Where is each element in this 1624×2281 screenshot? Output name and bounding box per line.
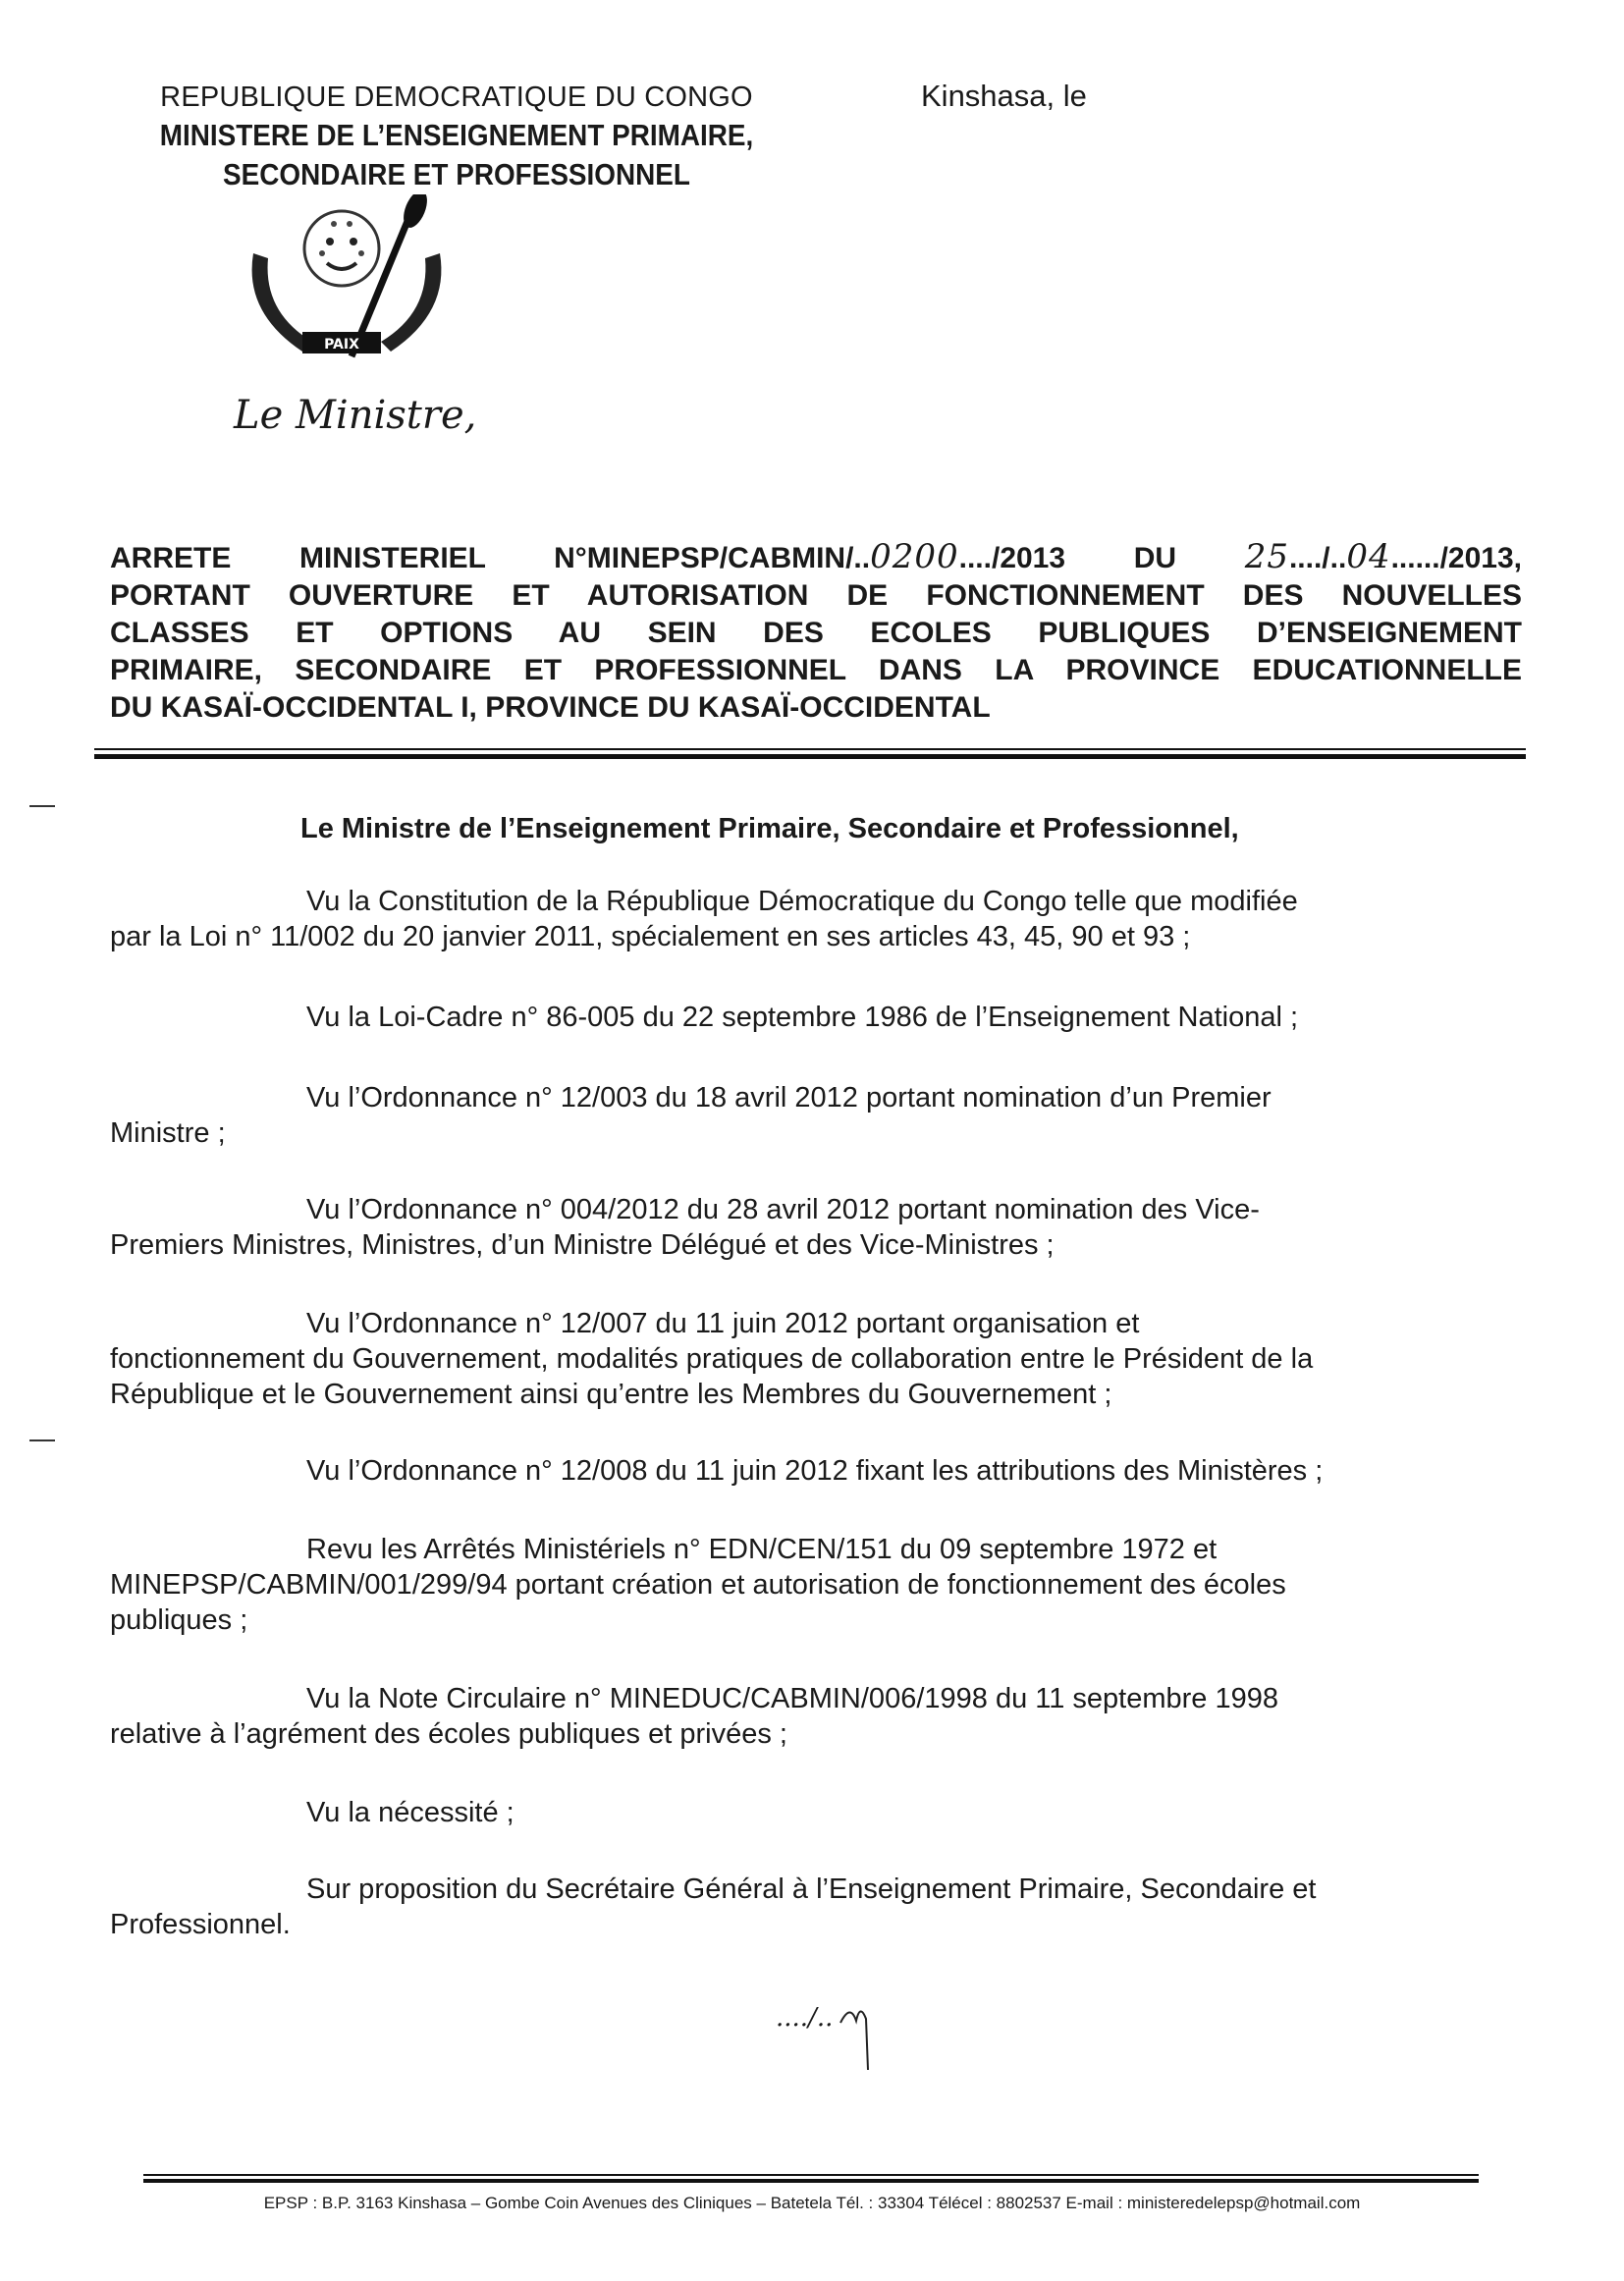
decree-line-2: PORTANT OUVERTURE ET AUTORISATION DE FONCTIONNEMENT DES NOUVELLES <box>110 579 1522 612</box>
preamble-paragraph: Vu l’Ordonnance n° 12/007 du 11 juin 2012 portant organisation et fonctionnement du Gouvernement, modalités pratiques de collaboration entre le Président de la République et le Gouvernement ainsi qu’entre les Membres du Gouvernement ; <box>110 1308 1314 1410</box>
decree-title <box>110 538 1522 727</box>
margin-mark <box>29 805 55 807</box>
title-divider <box>94 748 1526 750</box>
footer-contact: EPSP : B.P. 3163 Kinshasa – Gombe Coin Avenues des Cliniques – Batetela Tél. : 33304 Télécel : 8802537 E-mail : ministeredelepsp@hotmail.com <box>263 2194 1361 2212</box>
place-date: Kinshasa, le <box>921 79 1087 113</box>
decree-mid: ..../2013 DU <box>958 542 1177 574</box>
country-name: REPUBLIQUE DEMOCRATIQUE DU CONGO <box>160 81 753 113</box>
preamble-paragraph: Revu les Arrêtés Ministériels n° EDN/CEN/151 du 09 septembre 1972 et MINEPSP/CABMIN/001/299/94 portant création et autorisation de fonctionnement des écoles publiques ; <box>110 1534 1286 1636</box>
ministry-name-line2: SECONDAIRE ET PROFESSIONNEL <box>223 157 690 191</box>
margin-mark <box>29 1439 55 1441</box>
decree-suffix: ....../2013, <box>1390 542 1522 574</box>
preamble-paragraph: Vu l’Ordonnance n° 004/2012 du 28 avril 2012 portant nomination des Vice- Premiers Ministres, Ministres, d’un Ministre Délégué et des Vice-Ministres ; <box>110 1194 1260 1261</box>
decree-number-line <box>110 538 1522 577</box>
decree-line-3: CLASSES ET OPTIONS AU SEIN DES ECOLES PUBLIQUES D’ENSEIGNEMENT <box>110 617 1522 649</box>
emblem-motto: PAIX <box>324 337 359 353</box>
preamble-title: Le Ministre de l’Enseignement Primaire, Secondaire et Professionnel, <box>300 813 1239 844</box>
decree-day-handwritten: 25 <box>1244 537 1289 576</box>
preamble-paragraph: Vu la Constitution de la République Démocratique du Congo telle que modifiée par la Loi n° 11/002 du 20 janvier 2011, spécialement en ses articles 43, 45, 90 et 93 ; <box>110 886 1298 952</box>
decree-prefix: ARRETE MINISTERIEL N°MINEPSP/CABMIN/.. <box>110 542 871 574</box>
handwritten-initials-icon <box>837 1993 876 2072</box>
preamble-paragraph: Vu l’Ordonnance n° 12/008 du 11 juin 2012 fixant les attributions des Ministères ; <box>306 1455 1324 1487</box>
decree-line-4: PRIMAIRE, SECONDAIRE ET PROFESSIONNEL DANS LA PROVINCE EDUCATIONNELLE <box>110 654 1522 686</box>
signatory-title: Le Ministre, <box>234 393 477 438</box>
preamble-paragraph: Vu la Loi-Cadre n° 86-005 du 22 septembre 1986 de l’Enseignement National ; <box>306 1002 1299 1033</box>
preamble-paragraph: Vu la nécessité ; <box>306 1797 514 1828</box>
footer-divider-thick <box>143 2179 1479 2183</box>
decree-sep: ..../.. <box>1288 542 1347 574</box>
decree-number-handwritten: 0200 <box>870 537 959 576</box>
ministry-name-line1: MINISTERE DE L’ENSEIGNEMENT PRIMAIRE, <box>159 118 754 152</box>
preamble-paragraph: Vu l’Ordonnance n° 12/003 du 18 avril 2012 portant nomination d’un Premier Ministre ; <box>110 1082 1272 1149</box>
decree-month-handwritten: 04 <box>1346 537 1391 576</box>
title-divider-thick <box>94 754 1526 759</box>
coat-of-arms-leopard-icon <box>224 194 469 381</box>
continuation-text: ..../.. <box>776 2003 834 2033</box>
letterhead <box>0 79 913 194</box>
decree-line-5: DU KASAÏ-OCCIDENTAL I, PROVINCE DU KASAÏ-OCCIDENTAL <box>110 691 991 724</box>
preamble-paragraph: Vu la Note Circulaire n° MINEDUC/CABMIN/006/1998 du 11 septembre 1998 relative à l’agrément des écoles publiques et privées ; <box>110 1683 1279 1750</box>
continuation-mark <box>776 2003 874 2091</box>
footer-divider <box>143 2174 1479 2176</box>
preamble-paragraph: Sur proposition du Secrétaire Général à l’Enseignement Primaire, Secondaire et Professionnel. <box>110 1874 1317 1940</box>
